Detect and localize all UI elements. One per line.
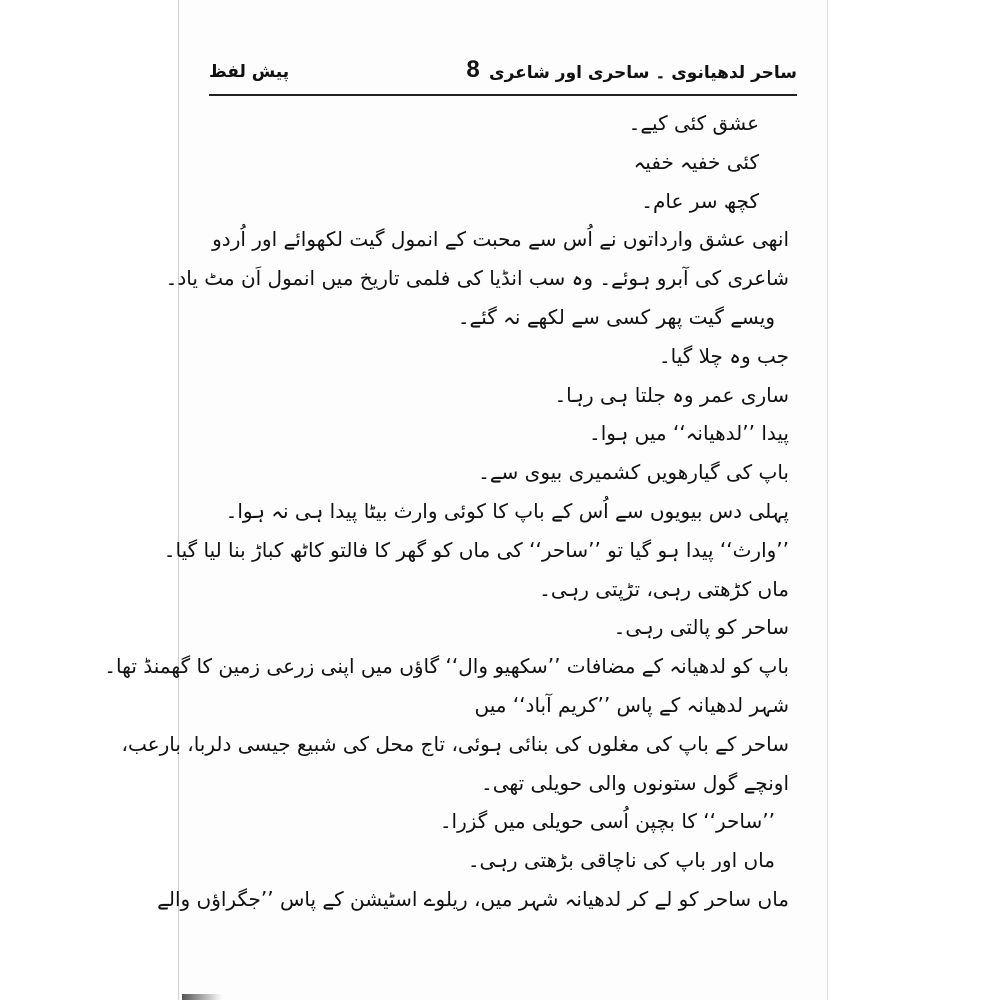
text-line: اونچے گول ستونوں والی حویلی تھی۔: [481, 770, 789, 795]
text-line: ساحر کو پالتی رہی۔: [613, 615, 789, 640]
text-line: شہر لدھیانہ کے پاس ’’کریم آباد‘‘ میں: [474, 692, 789, 717]
book-page: [104, 0, 828, 1000]
page-number: 8: [466, 56, 480, 83]
text-line: ویسے گیت پھر کسی سے لکھے نہ گئے۔: [457, 304, 775, 329]
scan-edge-shadow: [182, 994, 222, 1000]
text-line: عشق کئی کیے۔: [628, 111, 759, 135]
text-line: ساحر کے باپ کی مغلوں کی بنائی ہوئی، تاج محل کی شبیع جیسی دلربا، بارعب،: [121, 731, 789, 756]
text-line: ساری عمر وہ جلتا ہی رہا۔: [554, 382, 789, 407]
text-line: پہلی دس بیویوں سے اُس کے باپ کا کوئی وارث بیٹا پیدا ہی نہ ہوا۔: [225, 498, 789, 523]
text-line: ماں ساحر کو لے کر لدھیانہ شہر میں، ریلوے اسٹیشن کے پاس ’’جگراؤں والے: [157, 886, 789, 911]
text-line: انھی عشق وارداتوں نے اُس سے محبت کے انمول گیت لکھوائے اور اُردو: [212, 227, 789, 252]
text-line: پیدا ’’لدھیانہ‘‘ میں ہوا۔: [588, 421, 789, 446]
text-line: باپ کی گیارھویں کشمیری بیوی سے۔: [478, 460, 789, 485]
running-title: ساحر لدھیانوی ۔ ساحری اور شاعری: [489, 63, 797, 83]
page-header: [209, 56, 797, 92]
text-line: باپ کو لدھیانہ کے مضافات ’’سکھیو وال‘‘ گاؤں میں اپنی زرعی زمین کا گھمنڈ تھا۔: [104, 654, 789, 679]
text-line: ماں کڑھتی رہی، تڑپتی رہی۔: [539, 576, 789, 601]
body-text: [104, 104, 789, 919]
text-line: کئی خفیہ خفیہ: [633, 149, 759, 174]
text-line: ’’ساحر‘‘ کا بچپن اُسی حویلی میں گزرا۔: [439, 809, 775, 834]
text-line: ’’وارث‘‘ پیدا ہو گیا تو ’’ساحر‘‘ کی ماں کو گھر کا فالتو کاٹھ کباڑ بنا لیا گیا۔: [163, 537, 789, 562]
text-line: شاعری کی آبرو ہوئے۔ وہ سب انڈیا کی فلمی تاریخ میں انمول اَن مٹ یاد۔: [165, 266, 789, 291]
text-line: ماں اور باپ کی ناچاقی بڑھتی رہی۔: [467, 848, 775, 873]
text-line: جب وہ چلا گیا۔: [658, 343, 789, 368]
text-line: کچھ سر عام۔: [641, 188, 759, 213]
section-name: پیش لفظ: [209, 62, 290, 82]
header-rule: [209, 94, 797, 96]
